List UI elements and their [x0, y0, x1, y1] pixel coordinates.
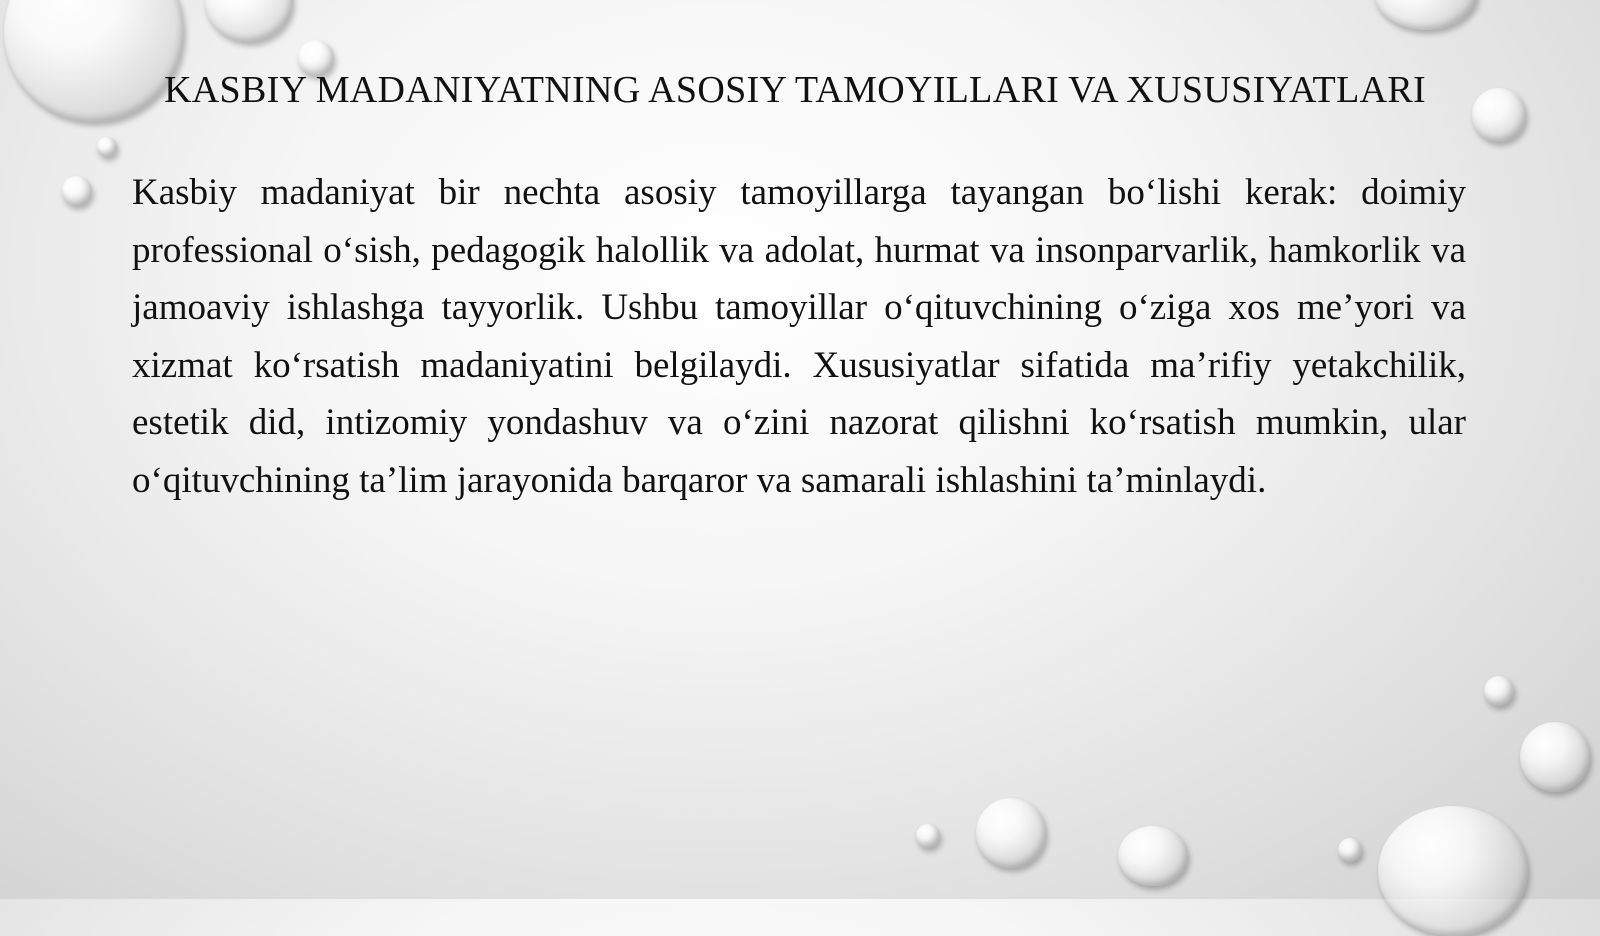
- water-drop-icon: [1338, 838, 1362, 862]
- water-drop-bullet-icon: [62, 176, 92, 206]
- water-drop-icon: [1374, 0, 1478, 30]
- water-drop-icon: [916, 824, 940, 848]
- water-drop-icon: [1118, 826, 1188, 886]
- water-drop-icon: [97, 137, 117, 157]
- water-drop-icon: [1472, 88, 1526, 142]
- water-drop-icon: [1378, 806, 1528, 936]
- slide-title: KASBIY MADANIYATNING ASOSIY TAMOYILLARI VA XUSUSIYATLARI: [164, 69, 1426, 111]
- slide-body-text: Kasbiy madaniyat bir nechta asosiy tamoyillarga tayangan bo‘lishi kerak: doimiy professional o‘sish, pedagogik halollik va adolat, hurmat va insonparvarlik, hamkorlik va jamoaviy ishlashga tayyorlik. Ushbu tamoyillar o‘qituvchining o‘ziga xos me’yori va xizmat ko‘rsatish madaniyatini belgilaydi. Xususiyatlar sifatida ma’rifiy yetakchilik, estetik did, intizomiy yondashuv va o‘zini nazorat qilishni ko‘rsatish mumkin, ular o‘qituvchining ta’lim jarayonida barqaror va samarali ishlashini ta’minlaydi.: [132, 172, 1466, 501]
- water-drop-icon: [976, 798, 1046, 868]
- water-drop-icon: [1484, 676, 1514, 706]
- water-drop-icon: [205, 0, 293, 42]
- water-drop-icon: [1520, 722, 1590, 792]
